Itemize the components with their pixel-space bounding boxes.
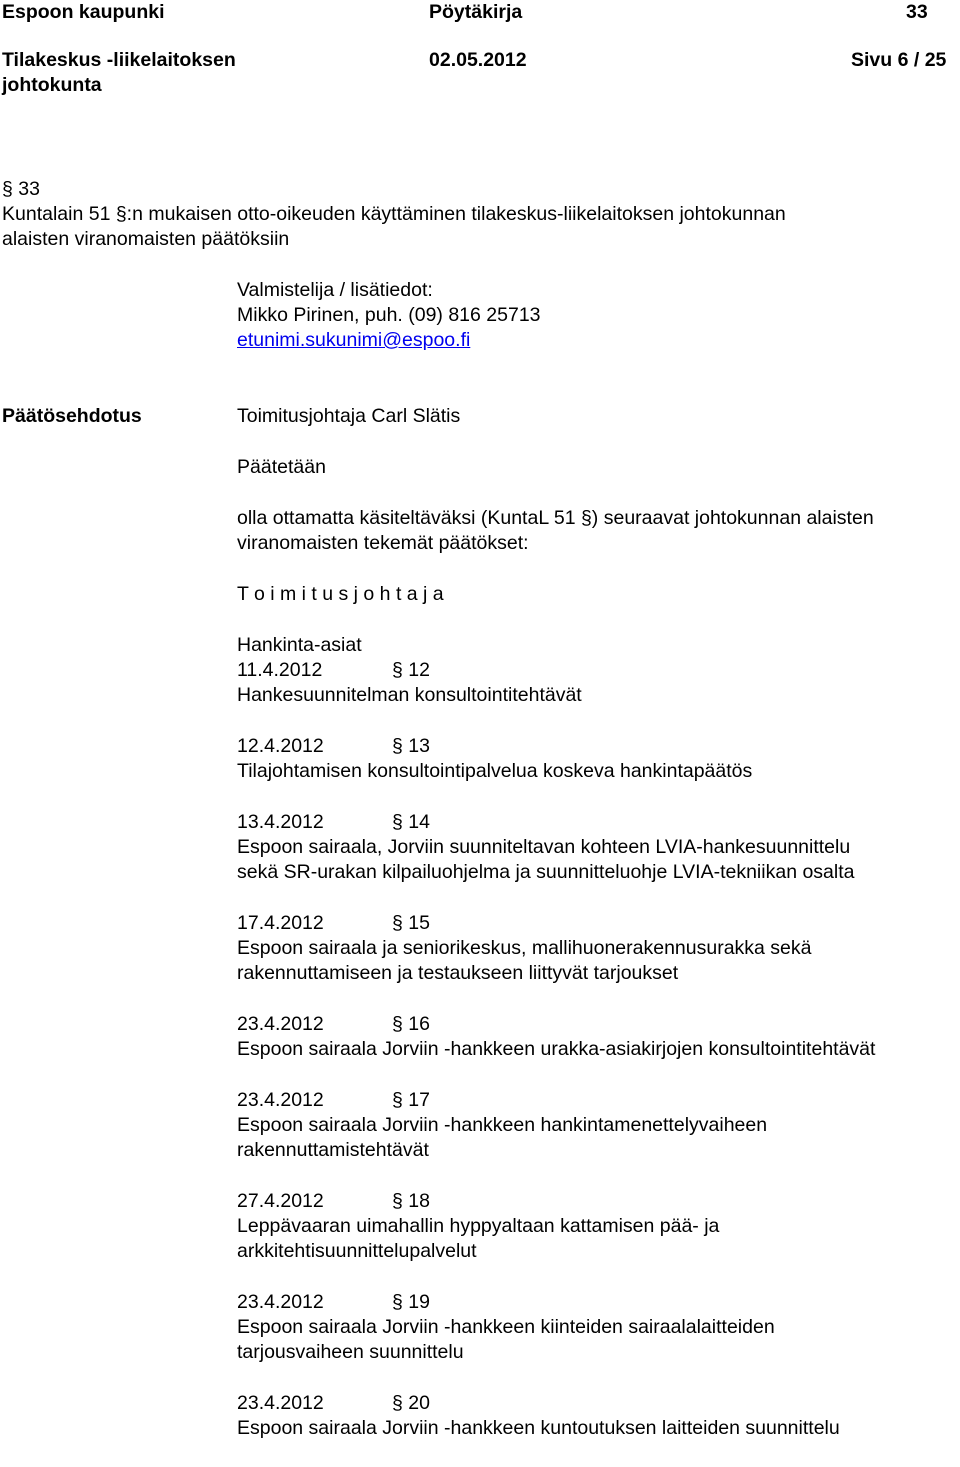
proposer: Toimitusjohtaja Carl Slätis xyxy=(237,405,461,427)
item-ref: § 13 xyxy=(392,735,430,757)
item-description: Tilajohtamisen konsultointipalvelua koskeva hankintapäätös xyxy=(237,760,753,782)
item-date-ref xyxy=(237,1391,959,1416)
preparer-contact: Mikko Pirinen, puh. (09) 816 25713 xyxy=(237,304,541,326)
item-date-ref xyxy=(237,810,959,835)
proposal-label: Päätösehdotus xyxy=(2,405,142,427)
meeting-date: 02.05.2012 xyxy=(429,49,527,71)
item-date-ref xyxy=(237,734,959,759)
item-date-ref xyxy=(237,1012,959,1037)
item-date: 23.4.2012 xyxy=(237,1013,324,1035)
item-description: Espoon sairaala Jorviin -hankkeen urakka-asiakirjojen konsultointitehtävät xyxy=(237,1038,876,1060)
decision-item xyxy=(237,734,959,784)
preparer-email-link[interactable]: etunimi.sukunimi@espoo.fi xyxy=(237,329,471,351)
official-title: T o i m i t u s j o h t a j a xyxy=(237,583,444,605)
item-date-ref xyxy=(237,1290,959,1315)
item-date-ref xyxy=(237,1088,959,1113)
item-date: 27.4.2012 xyxy=(237,1190,324,1212)
proposal-text-line2: viranomaisten tekemät päätökset: xyxy=(237,532,529,554)
item-ref: § 12 xyxy=(392,659,430,681)
item-heading: Hankinta-asiat xyxy=(237,634,362,656)
item-ref: § 15 xyxy=(392,912,430,934)
item-date: 17.4.2012 xyxy=(237,912,324,934)
item-date-ref xyxy=(237,1189,959,1214)
item-description: Leppävaaran uimahallin hyppyaltaan kattamisen pää- ja xyxy=(237,1215,720,1237)
item-description: Hankesuunnitelman konsultointitehtävät xyxy=(237,684,582,706)
item-ref: § 19 xyxy=(392,1291,430,1313)
item-ref: § 20 xyxy=(392,1392,430,1414)
proposal-text-line1: olla ottamatta käsiteltäväksi (KuntaL 51 §) seuraavat johtokunnan alaisten xyxy=(237,507,874,529)
decided-label: Päätetään xyxy=(237,456,326,478)
body-name-line1: Tilakeskus -liikelaitoksen xyxy=(2,49,236,71)
item-date: 23.4.2012 xyxy=(237,1291,324,1313)
item-description: Espoon sairaala Jorviin -hankkeen kuntoutuksen laitteiden suunnittelu xyxy=(237,1417,840,1439)
item-description: sekä SR-urakan kilpailuohjelma ja suunnitteluohje LVIA-tekniikan osalta xyxy=(237,861,855,883)
item-description: Espoon sairaala Jorviin -hankkeen kiinteiden sairaalalaitteiden xyxy=(237,1316,775,1338)
document-number: 33 xyxy=(906,1,928,23)
decision-item xyxy=(237,810,959,885)
decision-item xyxy=(237,1088,959,1163)
item-date: 23.4.2012 xyxy=(237,1089,324,1111)
decision-item xyxy=(237,633,959,708)
org-name: Espoon kaupunki xyxy=(2,1,165,23)
item-description: Espoon sairaala, Jorviin suunniteltavan kohteen LVIA-hankesuunnittelu xyxy=(237,836,851,858)
section-title-line1: Kuntalain 51 §:n mukaisen otto-oikeuden käyttäminen tilakeskus-liikelaitoksen johtokunnan xyxy=(2,203,786,225)
document-type: Pöytäkirja xyxy=(429,1,523,23)
item-description: rakennuttamiseen ja testaukseen liittyvät tarjoukset xyxy=(237,962,679,984)
item-date: 12.4.2012 xyxy=(237,735,324,757)
item-description: tarjousvaiheen suunnittelu xyxy=(237,1341,464,1363)
section-number: § 33 xyxy=(2,178,40,200)
item-date-ref xyxy=(237,911,959,936)
decision-item xyxy=(237,1290,959,1365)
decision-item xyxy=(237,1012,959,1062)
item-ref: § 17 xyxy=(392,1089,430,1111)
item-description: Espoon sairaala ja seniorikeskus, mallihuonerakennusurakka sekä xyxy=(237,937,812,959)
item-date-ref xyxy=(237,658,959,683)
item-ref: § 14 xyxy=(392,811,430,833)
section-title-line2: alaisten viranomaisten päätöksiin xyxy=(2,228,290,250)
item-date: 11.4.2012 xyxy=(237,659,323,681)
body-name-line2: johtokunta xyxy=(2,74,102,96)
preparer-label: Valmistelija / lisätiedot: xyxy=(237,279,433,301)
item-date: 13.4.2012 xyxy=(237,811,324,833)
item-description: rakennuttamistehtävät xyxy=(237,1139,429,1161)
decision-list xyxy=(237,633,959,1467)
decision-item xyxy=(237,911,959,986)
decision-item xyxy=(237,1189,959,1264)
item-ref: § 16 xyxy=(392,1013,430,1035)
page-number: Sivu 6 / 25 xyxy=(851,49,947,71)
item-description: arkkitehtisuunnittelupalvelut xyxy=(237,1240,477,1262)
item-description: Espoon sairaala Jorviin -hankkeen hankintamenettelyvaiheen xyxy=(237,1114,768,1136)
item-date: 23.4.2012 xyxy=(237,1392,324,1414)
decision-item xyxy=(237,1391,959,1441)
item-ref: § 18 xyxy=(392,1190,430,1212)
